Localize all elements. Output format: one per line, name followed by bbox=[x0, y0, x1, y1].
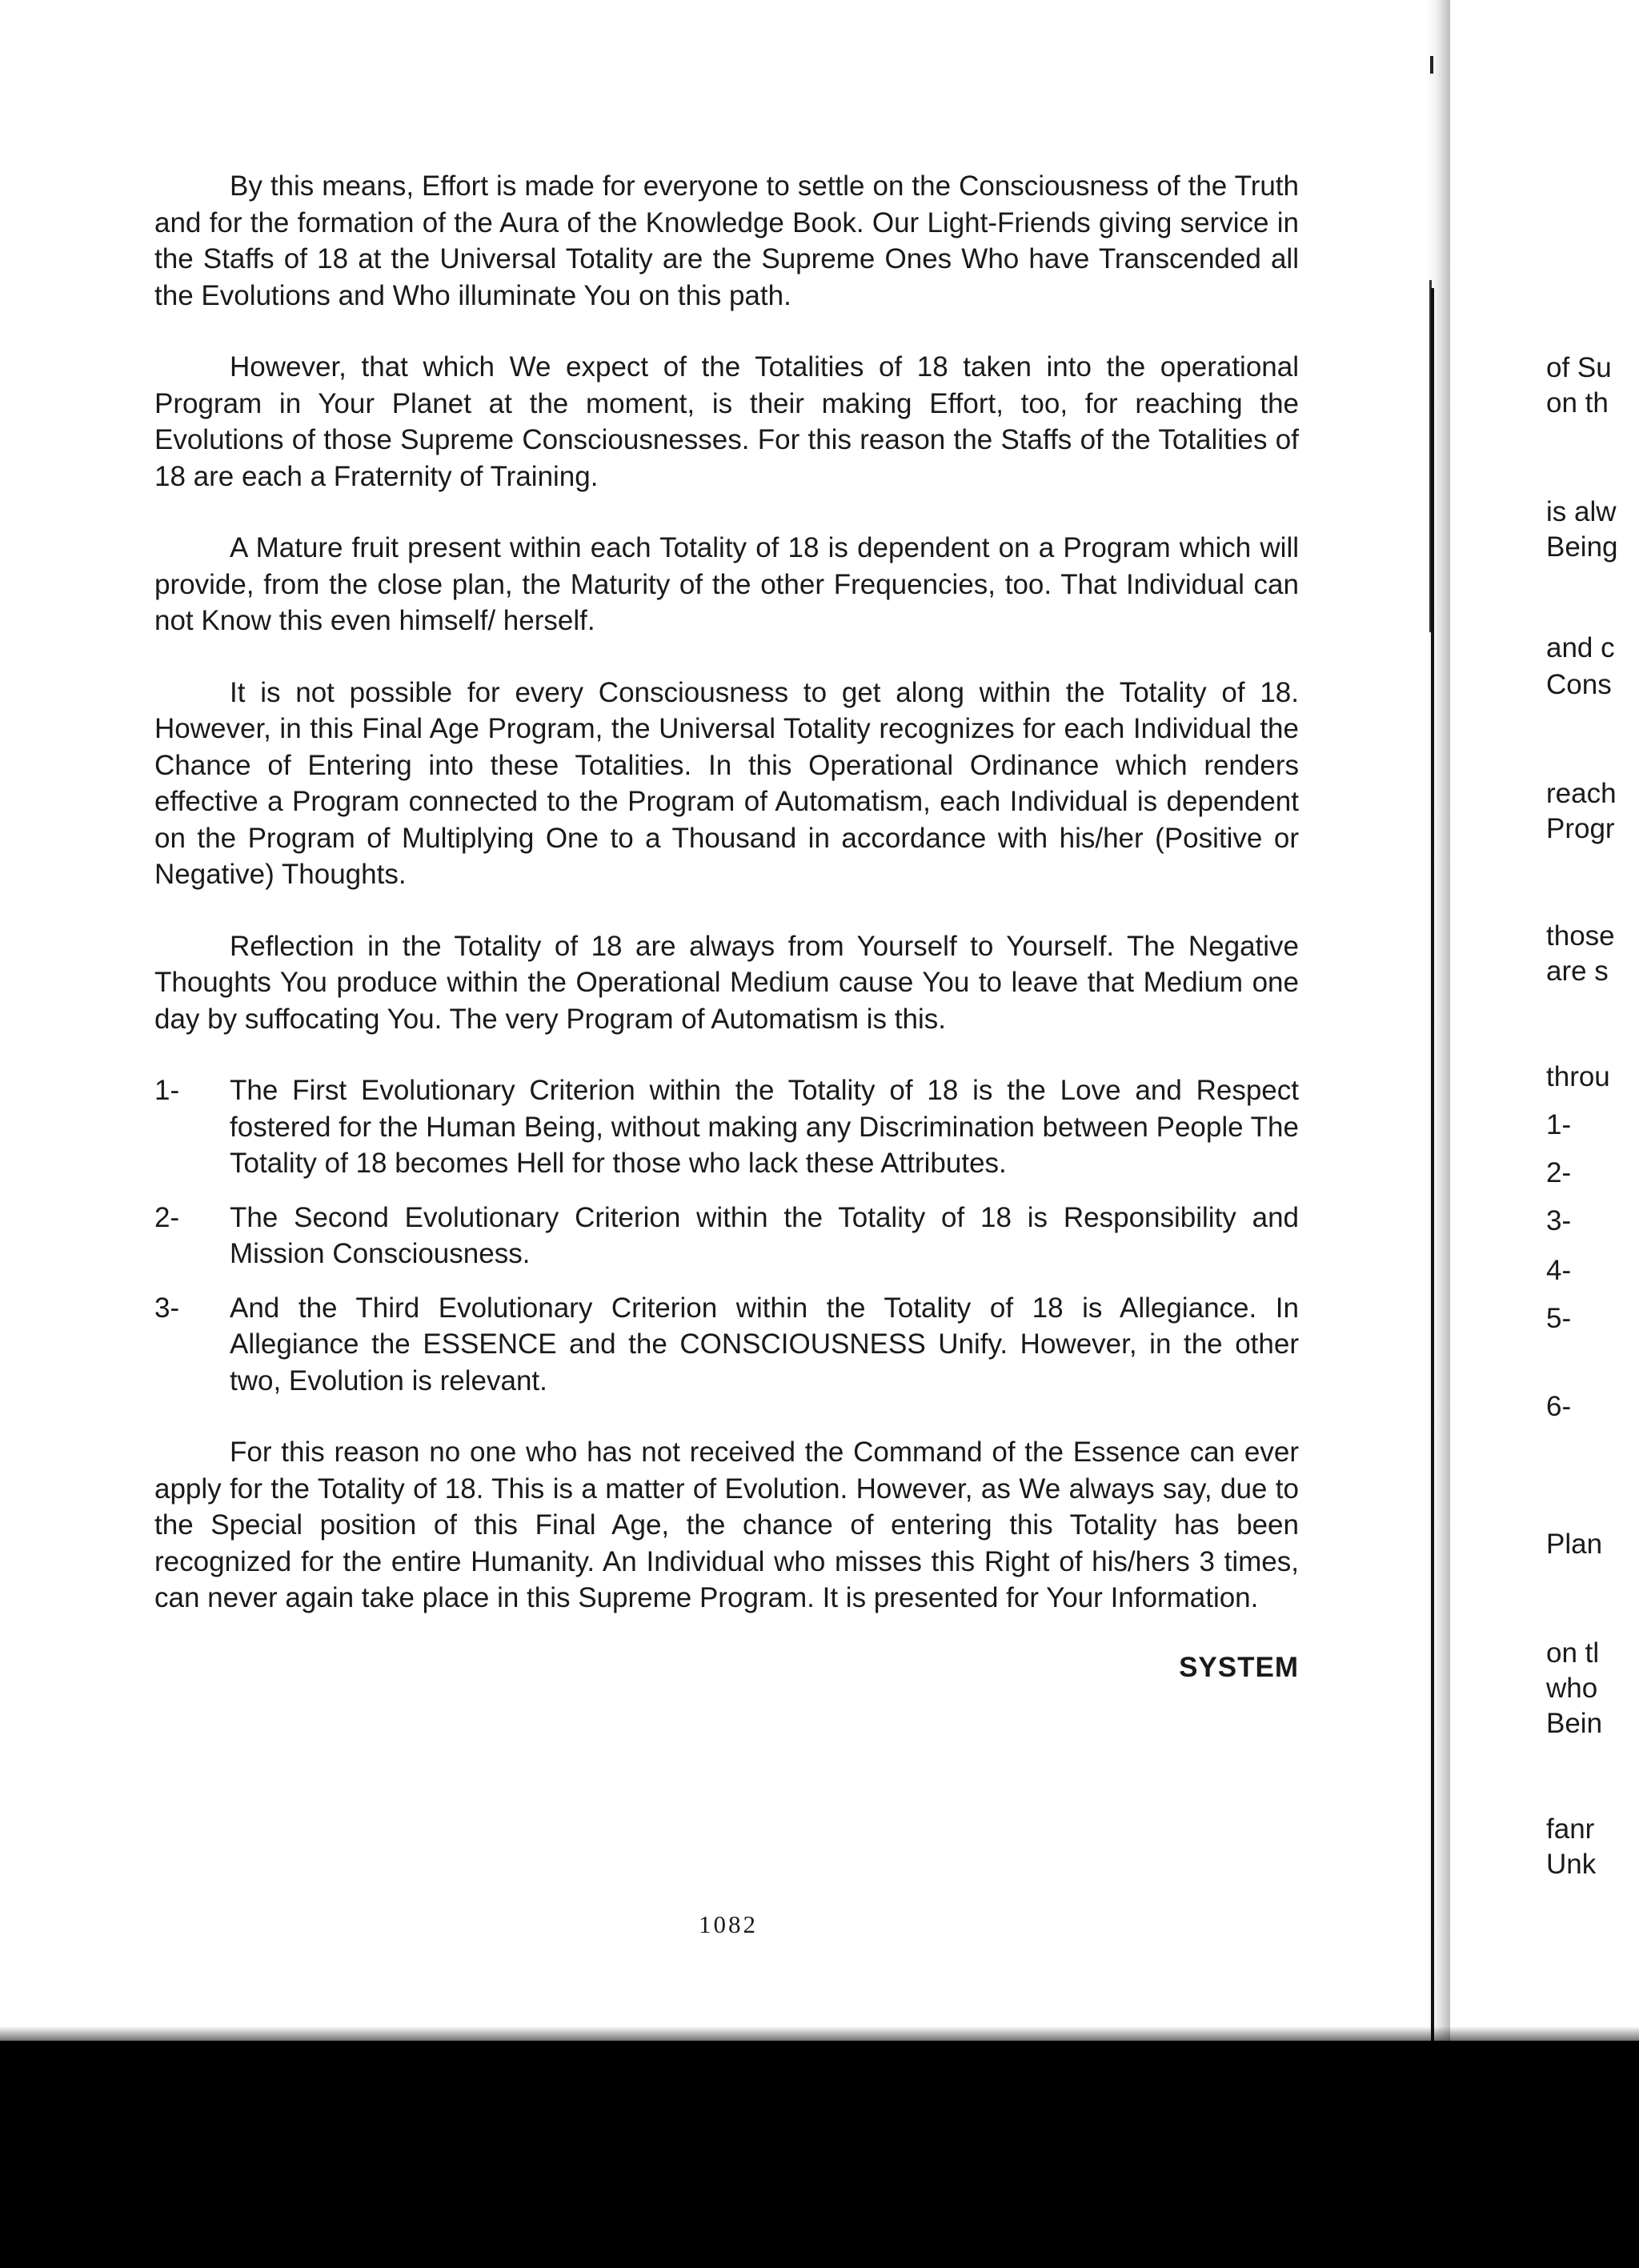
text-fragment: on tl bbox=[1546, 1637, 1600, 1669]
text-fragment: Progr bbox=[1546, 813, 1615, 844]
spine-mark bbox=[1430, 56, 1433, 74]
text-fragment: 3- bbox=[1546, 1205, 1572, 1236]
text-fragment: who bbox=[1546, 1673, 1598, 1704]
list-number: 3- bbox=[154, 1292, 180, 1324]
text-fragment: Unk bbox=[1546, 1849, 1597, 1880]
text-fragment: 5- bbox=[1546, 1303, 1572, 1334]
paragraph: By this means, Effort is made for everyone to settle on the Consciousness of the Truth and for the formation of the Aura of the Knowledge Book. Our Light-Friends giving service in the Staffs of 18 at the Universal Totality are the Supreme Ones Who have Transcended all the Evolutions and Who illuminate You on this path. bbox=[154, 170, 1299, 311]
text-fragment: on th bbox=[1546, 387, 1609, 419]
text-fragment: Being bbox=[1546, 531, 1618, 563]
list-item bbox=[154, 1290, 1299, 1400]
paragraph: A Mature fruit present within each Totality of 18 is dependent on a Program which will provide, from the close plan, the Maturity of the other Frequencies, too. That Individual can not Know this even himself/ herself. bbox=[154, 532, 1299, 636]
paragraph: However, that which We expect of the Totalities of 18 taken into the operational Program in Your Planet at the moment, is their making Effort, too, for reaching the Evolutions of those Supreme Consciousnesses. For this reason the Staffs of the Totalities of 18 are each a Fraternity of Training. bbox=[154, 351, 1299, 492]
list-text: And the Third Evolutionary Criterion within the Totality of 18 is Allegiance. In Allegiance the ESSENCE and the CONSCIOUSNESS Unify. However, in the other two, Evolution is relevant. bbox=[230, 1292, 1299, 1396]
text-fragment: 4- bbox=[1546, 1255, 1572, 1286]
text-fragment: and c bbox=[1546, 632, 1615, 663]
left-page bbox=[154, 168, 1299, 1684]
list-text: The Second Evolutionary Criterion within the Totality of 18 is Responsibility and Mission Consciousness. bbox=[230, 1201, 1299, 1269]
text-fragment: Bein bbox=[1546, 1708, 1603, 1739]
list-text: The First Evolutionary Criterion within the Totality of 18 is the Love and Respect fostered for the Human Being, without making any Discrimination between People The Totality of 18 becomes Hell for those who lack these Attributes. bbox=[230, 1075, 1299, 1179]
text-fragment: 1- bbox=[1546, 1109, 1572, 1140]
paragraph: It is not possible for every Consciousness to get along within the Totality of 18. However, in this Final Age Program, the Universal Totality recognizes for each Individual the Chance of Entering into these Totalities. In this Operational Ordinance which renders effective a Program connected to the Program of Automatism, each Individual is dependent on the Program of Multiplying One to a Thousand in accordance with his/her (Positive or Negative) Thoughts. bbox=[154, 676, 1299, 890]
text-fragment: throu bbox=[1546, 1061, 1610, 1092]
criteria-list bbox=[154, 1072, 1299, 1399]
right-page-fragment bbox=[1546, 0, 1639, 2041]
text-fragment: 2- bbox=[1546, 1157, 1572, 1188]
text-fragment: 6- bbox=[1546, 1391, 1572, 1422]
spine-line bbox=[1431, 288, 1434, 2041]
text-fragment: are s bbox=[1546, 956, 1609, 987]
list-number: 1- bbox=[154, 1075, 180, 1106]
list-number: 2- bbox=[154, 1201, 180, 1233]
signature: SYSTEM bbox=[1179, 1651, 1299, 1683]
page-number: 1082 bbox=[699, 1910, 758, 1938]
text-fragment: those bbox=[1546, 920, 1615, 952]
paragraph: Reflection in the Totality of 18 are always from Yourself to Yourself. The Negative Thoughts You produce within the Operational Medium cause You to leave that Medium one day by suffocating You. The very Program of Automatism is this. bbox=[154, 930, 1299, 1035]
closing-paragraph: For this reason no one who has not received the Command of the Essence can ever apply for the Totality of 18. This is a matter of Evolution. However, as We always say, due to the Special position of this Final Age, the chance of entering this Totality has been recognized for the entire Humanity. An Individual who misses this Right of his/hers 3 times, can never again take place in this Supreme Program. It is presented for Your Information. bbox=[154, 1437, 1299, 1613]
list-item bbox=[154, 1200, 1299, 1272]
text-fragment: reach bbox=[1546, 778, 1617, 809]
text-fragment: Cons bbox=[1546, 669, 1612, 700]
text-fragment: of Su bbox=[1546, 352, 1612, 383]
text-fragment: fanr bbox=[1546, 1813, 1595, 1845]
text-fragment: is alw bbox=[1546, 496, 1617, 527]
list-item bbox=[154, 1072, 1299, 1182]
scan-bottom-border bbox=[0, 2041, 1639, 2268]
text-fragment: Plan bbox=[1546, 1529, 1603, 1560]
